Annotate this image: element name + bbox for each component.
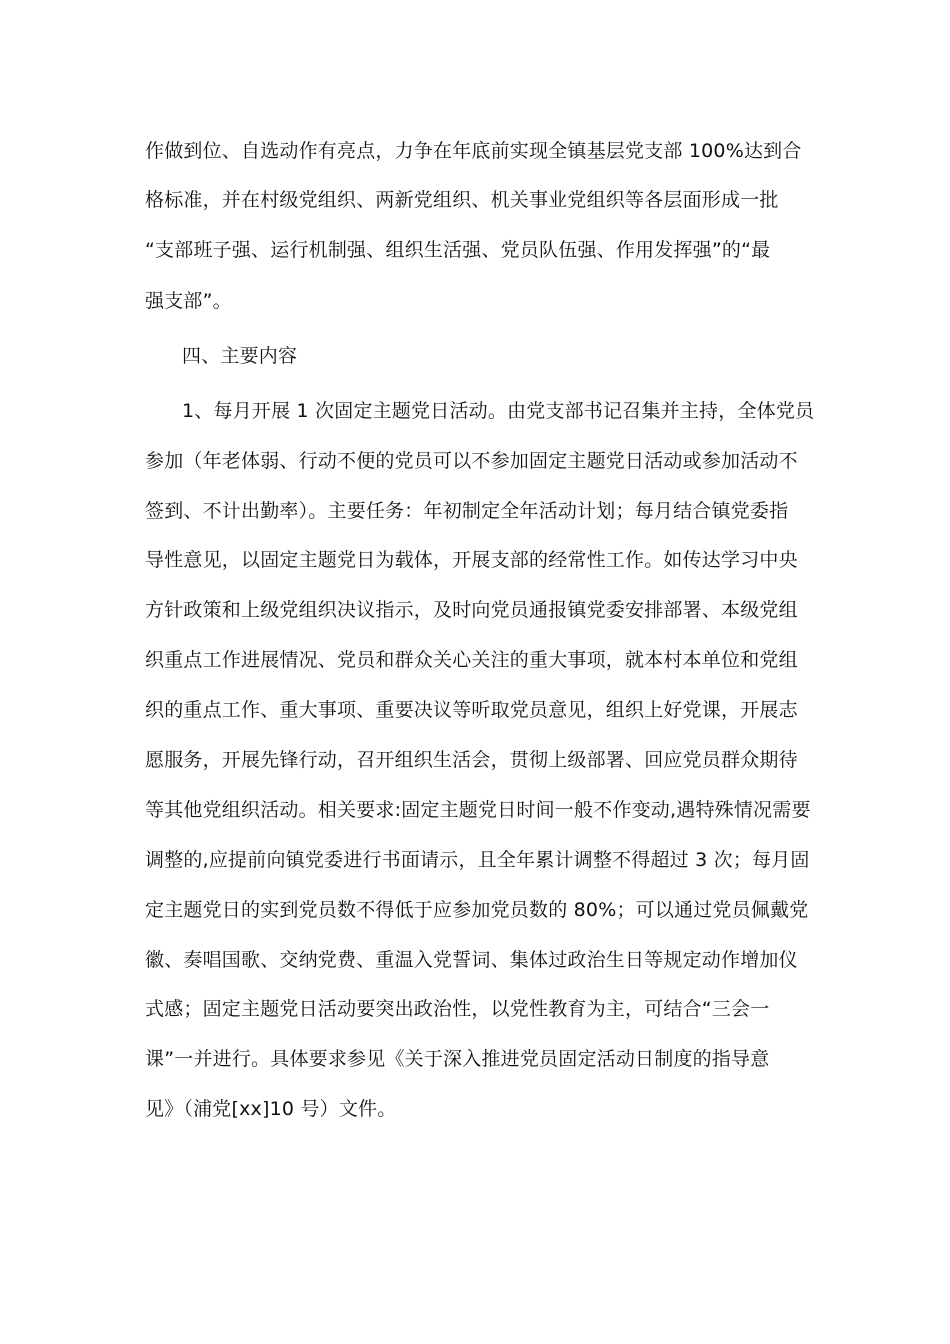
paragraph-2-line-3: 签到、不计出勤率）。主要任务：年初制定全年活动计划；每月结合镇党委指 — [145, 500, 789, 522]
paragraph-2-line-15: 见》（浦党[xx]10 号）文件。 — [145, 1098, 397, 1120]
paragraph-1-line-3: “支部班子强、运行机制强、组织生活强、党员队伍强、作用发挥强”的“最 — [145, 239, 771, 261]
paragraph-2-line-10: 调整的,应提前向镇党委进行书面请示，且全年累计调整不得超过 3 次；每月固 — [145, 849, 810, 871]
paragraph-1-line-1: 作做到位、自选动作有亮点，力争在年底前实现全镇基层党支部 100%达到合 — [145, 140, 802, 162]
paragraph-1-line-2: 格标准，并在村级党组织、两新党组织、机关事业党组织等各层面形成一批 — [145, 189, 779, 211]
paragraph-2-line-2: 参加（年老体弱、行动不便的党员可以不参加固定主题党日活动或参加活动不 — [145, 450, 798, 472]
paragraph-2-line-8: 愿服务，开展先锋行动，召开组织生活会，贯彻上级部署、回应党员群众期待 — [145, 749, 798, 771]
paragraph-2-line-12: 徽、奏唱国歌、交纳党费、重温入党誓词、集体过政治生日等规定动作增加仪 — [145, 949, 798, 971]
paragraph-2-line-5: 方针政策和上级党组织决议指示，及时向党员通报镇党委安排部署、本级党组 — [145, 599, 798, 621]
paragraph-2-line-7: 织的重点工作、重大事项、重要决议等听取党员意见，组织上好党课，开展志 — [145, 699, 798, 721]
section-heading: 四、主要内容 — [182, 345, 298, 367]
paragraph-2-line-1: 1、每月开展 1 次固定主题党日活动。由党支部书记召集并主持，全体党员 — [182, 400, 815, 422]
paragraph-2-line-9: 等其他党组织活动。相关要求:固定主题党日时间一般不作变动,遇特殊情况需要 — [145, 799, 811, 821]
paragraph-2-line-13: 式感；固定主题党日活动要突出政治性，以党性教育为主，可结合“三会一 — [145, 998, 770, 1020]
paragraph-1-line-4: 强支部”。 — [145, 290, 232, 312]
paragraph-2-line-14: 课”一并进行。具体要求参见《关于深入推进党员固定活动日制度的指导意 — [145, 1048, 770, 1070]
paragraph-2-line-4: 导性意见，以固定主题党日为载体，开展支部的经常性工作。如传达学习中央 — [145, 549, 798, 571]
paragraph-2-line-11: 定主题党日的实到党员数不得低于应参加党员数的 80%；可以通过党员佩戴党 — [145, 899, 809, 921]
paragraph-2-line-6: 织重点工作进展情况、党员和群众关心关注的重大事项，就本村本单位和党组 — [145, 649, 798, 671]
